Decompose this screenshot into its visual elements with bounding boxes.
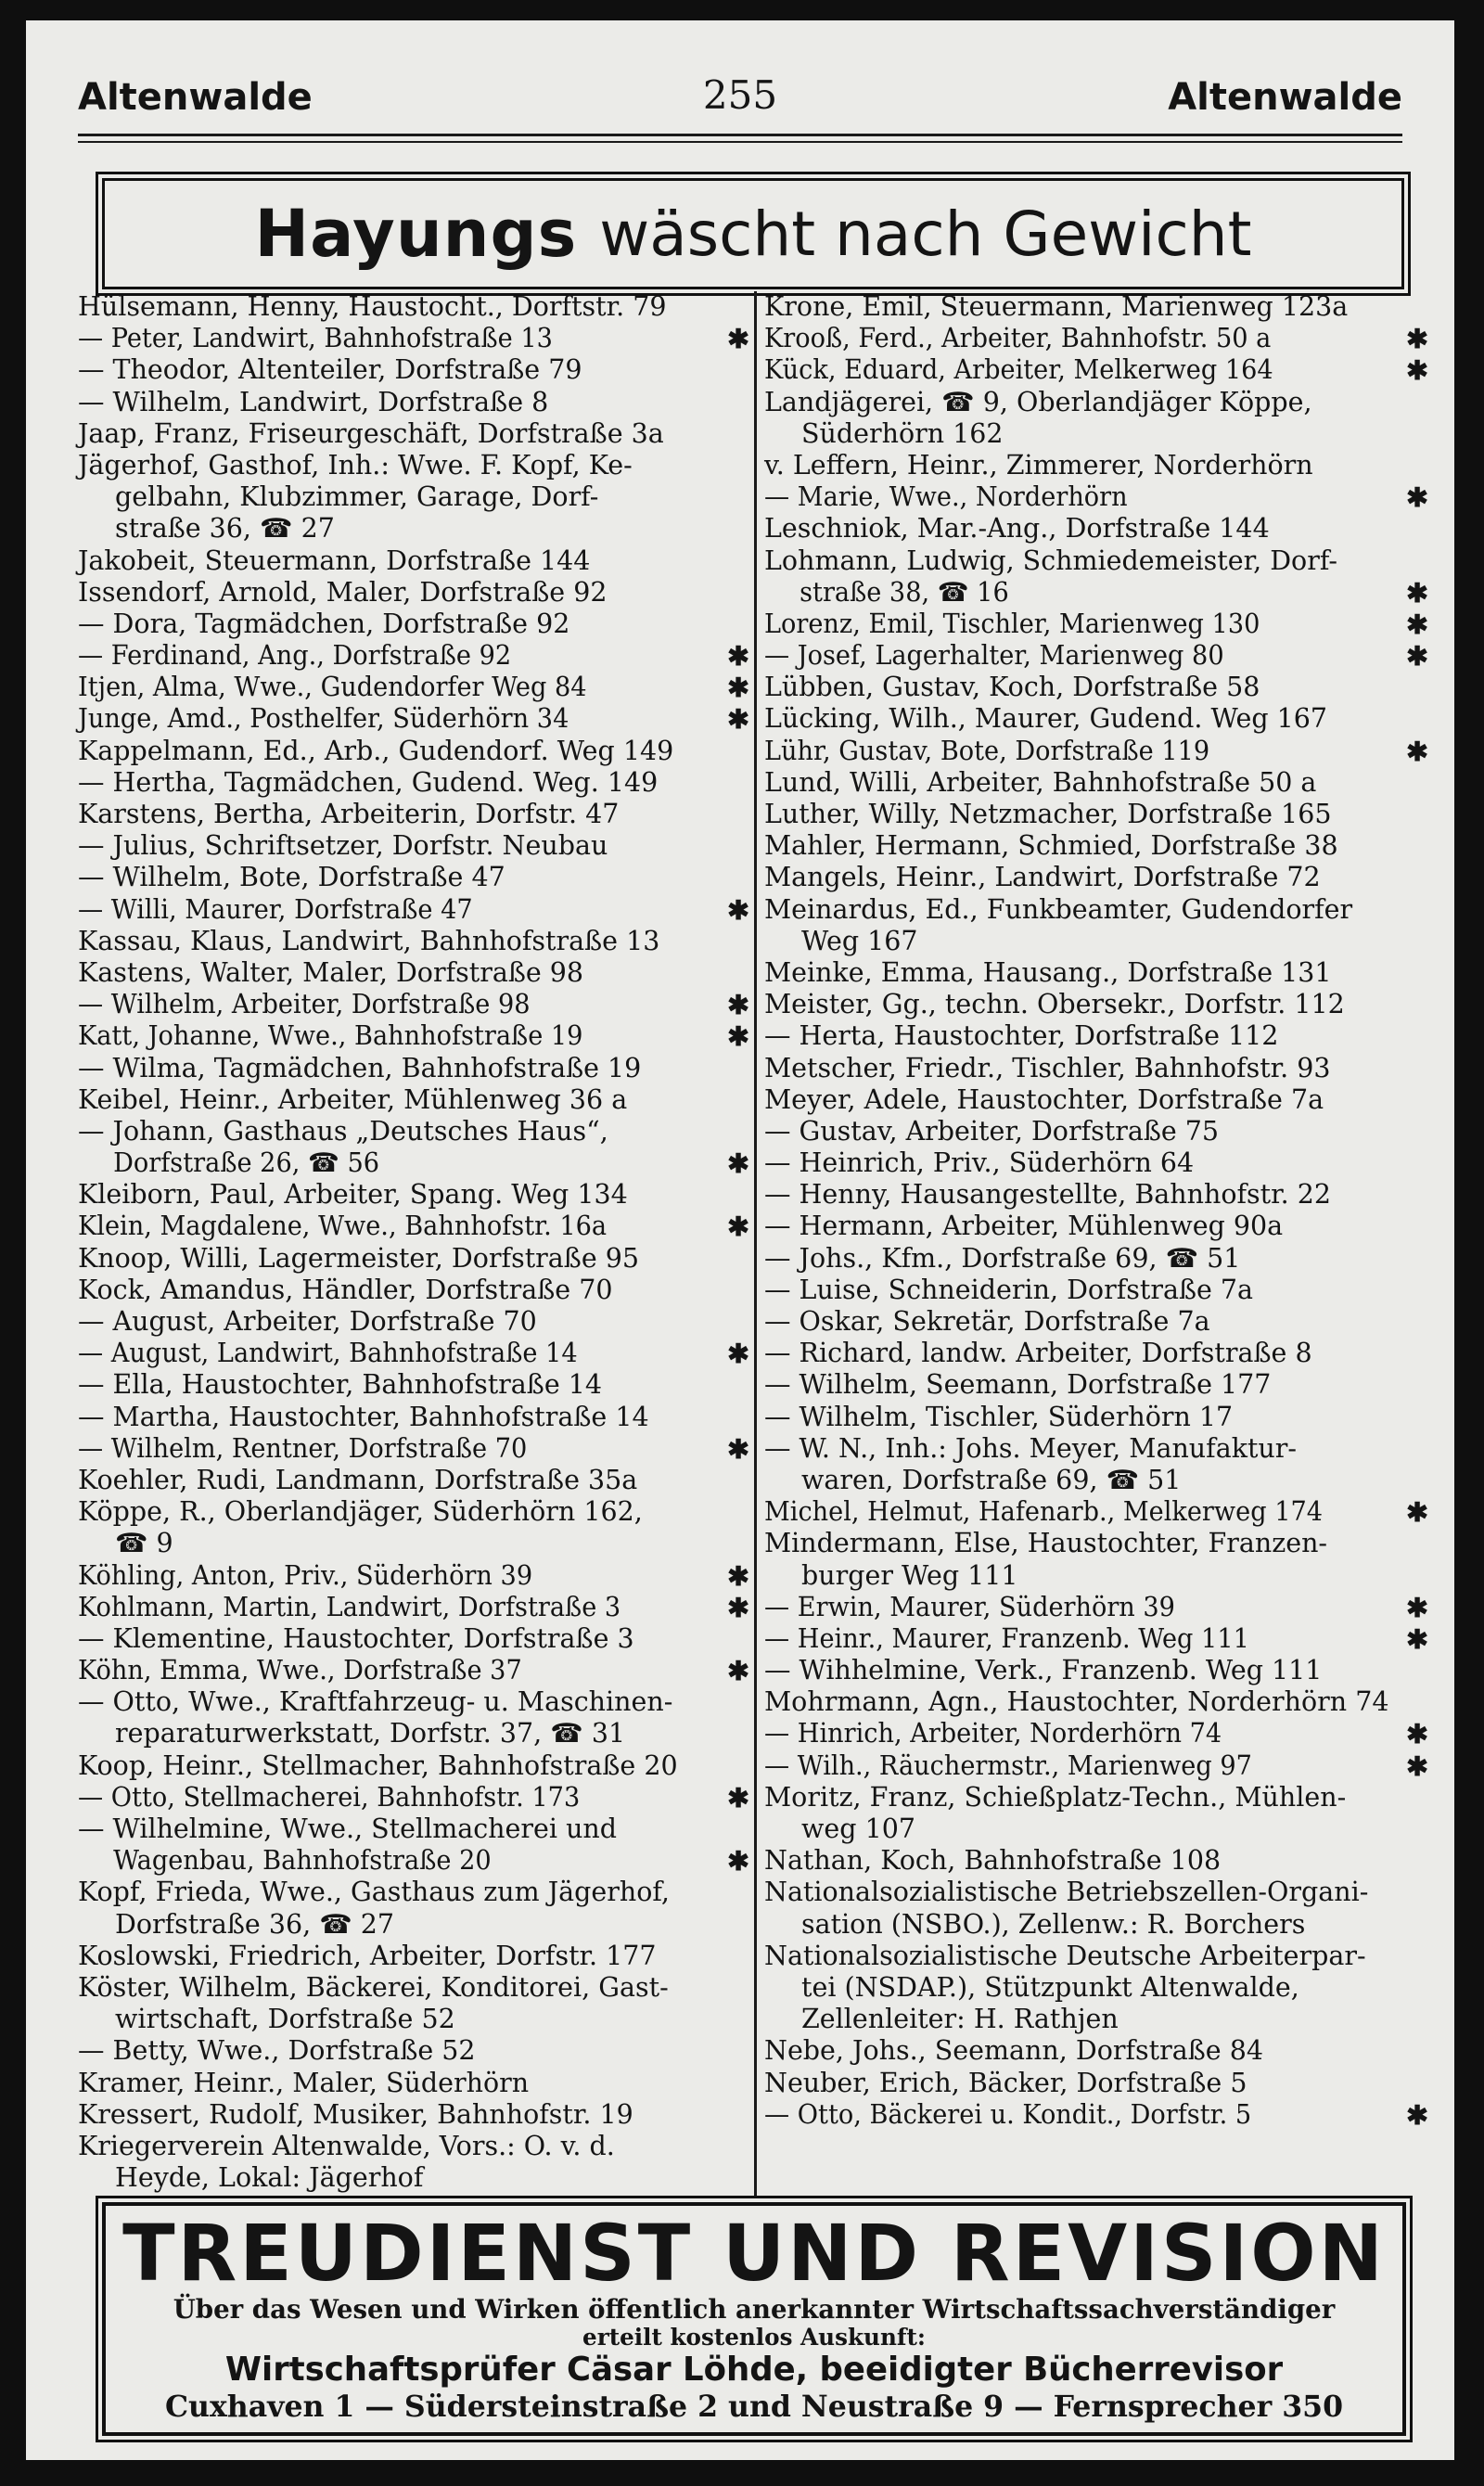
directory-entry — [764, 354, 1428, 386]
entry-text: — Josef, Lagerhalter, Marienweg 80 — [764, 640, 1224, 672]
entry-text: — Gustav, Arbeiter, Dorfstraße 75 — [764, 1115, 1220, 1147]
entry-text: — Wilhelm, Tischler, Süderhörn 17 — [764, 1401, 1234, 1432]
ad-brand: Hayungs — [254, 196, 578, 272]
directory-entry — [764, 609, 1428, 640]
entry-text: straße 36, ☎ 27 — [115, 513, 335, 545]
entry-text: — Julius, Schriftsetzer, Dorfstr. Neubau — [78, 830, 608, 862]
entry-continuation — [764, 1909, 1428, 1941]
star-marker-icon: ✱ — [1406, 1496, 1428, 1529]
star-marker-icon: ✱ — [727, 1147, 749, 1180]
entry-text: — Johs., Kfm., Dorfstraße 69, ☎ 51 — [764, 1242, 1241, 1274]
star-marker-icon: ✱ — [1406, 323, 1428, 355]
directory-entry — [764, 1211, 1428, 1242]
directory-entry — [78, 1560, 749, 1592]
directory-entry — [764, 1338, 1428, 1369]
ad-line-2: erteilt kostenlos Auskunft: — [582, 2324, 926, 2351]
star-marker-icon: ✱ — [1406, 1749, 1428, 1782]
directory-entry — [78, 609, 749, 640]
directory-entry — [764, 894, 1428, 926]
entry-text: Moritz, Franz, Schießplatz-Techn., Mühlen- — [764, 1781, 1347, 1813]
entry-text: Leschniok, Mar.-Ang., Dorfstraße 144 — [764, 513, 1270, 545]
entry-text: burger Weg 111 — [801, 1559, 1018, 1591]
entry-text: Köhn, Emma, Wwe., Dorfstraße 37 — [78, 1655, 522, 1686]
directory-entry — [764, 1116, 1428, 1147]
header-place-left: Altenwalde — [78, 76, 313, 119]
directory-entry — [78, 387, 749, 418]
entry-text: Dorfstraße 36, ☎ 27 — [115, 1908, 395, 1940]
entry-text: Dorfstraße 26, ☎ 56 — [113, 1147, 380, 1179]
directory-entry — [764, 545, 1428, 577]
directory-entry — [78, 323, 749, 354]
entry-continuation — [764, 1972, 1428, 2004]
directory-entry — [78, 830, 749, 862]
directory-entry — [78, 1592, 749, 1623]
entry-text: — Hertha, Tagmädchen, Gudend. Weg. 149 — [78, 766, 659, 798]
directory-page — [26, 20, 1454, 2460]
directory-entry — [764, 703, 1428, 735]
entry-text: wirtschaft, Dorfstraße 52 — [115, 2004, 455, 2035]
entry-text: Kramer, Heinr., Maler, Süderhörn — [78, 2067, 530, 2098]
entry-text: Koslowski, Friedrich, Arbeiter, Dorfstr. 177 — [78, 1940, 657, 1971]
entry-continuation — [764, 418, 1428, 450]
directory-entry — [78, 545, 749, 577]
directory-entry — [78, 1941, 749, 1972]
star-marker-icon: ✱ — [727, 672, 749, 704]
directory-entry — [78, 2068, 749, 2099]
directory-entry — [78, 862, 749, 893]
directory-entry — [78, 354, 749, 386]
entry-text: Krooß, Ferd., Arbeiter, Bahnhofstr. 50 a — [764, 323, 1272, 354]
entry-text: — Wilhelm, Landwirt, Dorfstraße 8 — [78, 386, 549, 417]
directory-entry — [78, 1402, 749, 1433]
entry-text: — Martha, Haustochter, Bahnhofstraße 14 — [78, 1401, 649, 1432]
directory-entry — [78, 1972, 749, 2004]
page-header — [78, 72, 1402, 128]
entry-text: Lund, Willi, Arbeiter, Bahnhofstraße 50 a — [764, 766, 1317, 798]
entry-text: Köster, Wilhelm, Bäckerei, Konditorei, Gast- — [78, 1971, 669, 2003]
directory-entry — [78, 1686, 749, 1718]
entry-text: Kück, Eduard, Arbeiter, Melkerweg 164 — [764, 354, 1273, 386]
entry-text: Meinardus, Ed., Funkbeamter, Gudendorfer — [764, 893, 1353, 925]
directory-entry — [78, 418, 749, 450]
directory-entry — [764, 799, 1428, 830]
entry-text: Michel, Helmut, Hafenarb., Melkerweg 174 — [764, 1496, 1324, 1528]
entry-continuation — [78, 1718, 749, 1749]
entry-text: weg 107 — [801, 1813, 915, 1844]
entry-text: Köhling, Anton, Priv., Süderhörn 39 — [78, 1559, 533, 1591]
entry-text: — Wihhelmine, Verk., Franzenb. Weg 111 — [764, 1655, 1323, 1686]
directory-entry — [78, 1243, 749, 1275]
directory-entry — [764, 957, 1428, 989]
entry-text: — Henny, Hausangestellte, Bahnhofstr. 22 — [764, 1179, 1331, 1211]
entry-text: Köppe, R., Oberlandjäger, Süderhörn 162, — [78, 1496, 643, 1528]
entry-text: — Erwin, Maurer, Süderhörn 39 — [764, 1591, 1175, 1622]
directory-entry — [78, 1338, 749, 1369]
entry-text: — August, Arbeiter, Dorfstraße 70 — [78, 1306, 537, 1337]
directory-entry — [764, 1528, 1428, 1559]
entry-text: Kastens, Walter, Maler, Dorfstraße 98 — [78, 956, 584, 988]
directory-entry — [78, 703, 749, 735]
entry-text: — Richard, landw. Arbeiter, Dorfstraße 8 — [764, 1338, 1312, 1369]
directory-entry — [78, 291, 749, 323]
star-marker-icon: ✱ — [727, 1020, 749, 1053]
header-rule — [78, 134, 1402, 136]
star-marker-icon: ✱ — [727, 703, 749, 736]
directory-entry — [764, 1686, 1428, 1718]
entry-text: sation (NSBO.), Zellenw.: R. Borchers — [801, 1908, 1306, 1940]
entry-text: Kohlmann, Martin, Landwirt, Dorfstraße 3 — [78, 1591, 621, 1622]
entry-text: — Oskar, Sekretär, Dorfstraße 7a — [764, 1306, 1210, 1337]
entry-text: Nebe, Johs., Seemann, Dorfstraße 84 — [764, 2035, 1263, 2067]
directory-entry — [764, 1275, 1428, 1306]
star-marker-icon: ✱ — [727, 1432, 749, 1465]
directory-entry — [764, 1243, 1428, 1275]
entry-text: straße 38, ☎ 16 — [800, 576, 1009, 608]
entry-text: — Heinrich, Priv., Süderhörn 64 — [764, 1147, 1195, 1179]
directory-entry — [78, 989, 749, 1020]
entry-text: — Wilhelmine, Wwe., Stellmacherei und — [78, 1813, 618, 1844]
entry-text: Jakobeit, Steuermann, Dorfstraße 144 — [78, 545, 591, 576]
directory-entry — [78, 1877, 749, 1908]
directory-entry — [78, 1211, 749, 1242]
entry-text: Jägerhof, Gasthof, Inh.: Wwe. F. Kopf, Ke- — [78, 449, 633, 481]
entry-text: Kressert, Rudolf, Musiker, Bahnhofstr. 19 — [78, 2098, 633, 2130]
directory-entry — [764, 1179, 1428, 1211]
entry-text: Neuber, Erich, Bäcker, Dorfstraße 5 — [764, 2067, 1247, 2098]
entry-text: Kriegerverein Altenwalde, Vors.: O. v. d. — [78, 2130, 615, 2161]
directory-entry — [78, 1813, 749, 1845]
entry-text: waren, Dorfstraße 69, ☎ 51 — [801, 1464, 1182, 1495]
entry-text: — Otto, Stellmacherei, Bahnhofstr. 173 — [78, 1781, 581, 1813]
star-marker-icon: ✱ — [727, 323, 749, 355]
directory-entry — [78, 1750, 749, 1782]
entry-text: Krone, Emil, Steuermann, Marienweg 123a — [764, 291, 1349, 322]
star-marker-icon: ✱ — [727, 1845, 749, 1877]
directory-entry — [764, 2068, 1428, 2099]
entry-text: — Wilhelm, Seemann, Dorfstraße 177 — [764, 1369, 1272, 1401]
directory-entry — [78, 926, 749, 957]
ad-slogan: wäscht nach Gewicht — [599, 198, 1252, 270]
column-divider — [754, 291, 757, 2197]
directory-entry — [78, 1782, 749, 1813]
directory-entry — [78, 894, 749, 926]
entry-continuation — [764, 1560, 1428, 1592]
star-marker-icon: ✱ — [1406, 354, 1428, 387]
directory-entry — [78, 1465, 749, 1496]
entry-text: — Heinr., Maurer, Franzenb. Weg 111 — [764, 1622, 1249, 1654]
directory-entry — [764, 736, 1428, 767]
star-marker-icon: ✱ — [1406, 1718, 1428, 1750]
entry-continuation — [78, 1909, 749, 1941]
right-column — [764, 291, 1428, 2131]
star-marker-icon: ✱ — [727, 1559, 749, 1592]
entry-text: Knoop, Willi, Lagermeister, Dorfstraße 95 — [78, 1242, 640, 1274]
directory-entry — [78, 1053, 749, 1084]
entry-text: — August, Landwirt, Bahnhofstraße 14 — [78, 1338, 578, 1369]
entry-continuation — [78, 2162, 749, 2194]
entry-text: Meister, Gg., techn. Obersekr., Dorfstr. 112 — [764, 989, 1345, 1020]
directory-entry — [78, 2131, 749, 2162]
directory-entry — [764, 1845, 1428, 1877]
directory-entry — [764, 862, 1428, 893]
star-marker-icon: ✱ — [727, 640, 749, 673]
directory-entry — [78, 1496, 749, 1528]
entry-text: Mindermann, Else, Haustochter, Franzen- — [764, 1528, 1328, 1559]
entry-text: — Betty, Wwe., Dorfstraße 52 — [78, 2035, 476, 2067]
directory-entry — [764, 1306, 1428, 1338]
star-marker-icon: ✱ — [1406, 481, 1428, 514]
directory-entry — [78, 957, 749, 989]
directory-entry — [764, 387, 1428, 418]
entry-text: Jaap, Franz, Friseurgeschäft, Dorfstraße 3a — [78, 417, 664, 449]
entry-text: reparaturwerkstatt, Dorfstr. 37, ☎ 31 — [115, 1718, 626, 1749]
entry-text: Meinke, Emma, Hausang., Dorfstraße 131 — [764, 956, 1332, 988]
entry-text: — Wilhelm, Arbeiter, Dorfstraße 98 — [78, 989, 531, 1020]
directory-entry — [764, 830, 1428, 862]
directory-entry — [764, 1053, 1428, 1084]
entry-text: — Wilhelm, Bote, Dorfstraße 47 — [78, 862, 505, 893]
entry-text: — Ella, Haustochter, Bahnhofstraße 14 — [78, 1369, 603, 1401]
star-marker-icon: ✱ — [727, 1655, 749, 1687]
entry-text: — Otto, Wwe., Kraftfahrzeug- u. Maschinen- — [78, 1686, 673, 1718]
entry-text: Kock, Amandus, Händler, Dorfstraße 70 — [78, 1274, 613, 1305]
directory-entry — [764, 1433, 1428, 1465]
directory-entry — [764, 1084, 1428, 1116]
header-place-right: Altenwalde — [1168, 76, 1402, 119]
entry-text: Luther, Willy, Netzmacher, Dorfstraße 165 — [764, 799, 1332, 829]
entry-text: — Hermann, Arbeiter, Mühlenweg 90a — [764, 1211, 1284, 1242]
directory-entry — [764, 1655, 1428, 1686]
directory-entry — [78, 450, 749, 481]
directory-entry — [764, 1941, 1428, 1972]
entry-text: — Wilh., Räuchermstr., Marienweg 97 — [764, 1749, 1252, 1781]
directory-entry — [764, 450, 1428, 481]
directory-entry — [764, 323, 1428, 354]
entry-continuation — [764, 1465, 1428, 1496]
entry-text: Klein, Magdalene, Wwe., Bahnhofstr. 16a — [78, 1211, 608, 1242]
entry-continuation — [764, 577, 1428, 609]
entry-text: Kopf, Frieda, Wwe., Gasthaus zum Jägerhof, — [78, 1877, 670, 1908]
directory-entry — [78, 1433, 749, 1465]
directory-entry — [764, 513, 1428, 545]
entry-continuation — [764, 2004, 1428, 2035]
entry-text: Wagenbau, Bahnhofstraße 20 — [113, 1845, 492, 1877]
entry-text: — Hinrich, Arbeiter, Norderhörn 74 — [764, 1718, 1222, 1749]
directory-entry — [78, 1369, 749, 1401]
entry-text: — Herta, Haustochter, Dorfstraße 112 — [764, 1020, 1279, 1052]
entry-text: — Wilma, Tagmädchen, Bahnhofstraße 19 — [78, 1052, 642, 1083]
star-marker-icon: ✱ — [1406, 1622, 1428, 1655]
entry-continuation — [78, 513, 749, 545]
directory-entry — [78, 1020, 749, 1052]
star-marker-icon: ✱ — [1406, 608, 1428, 640]
directory-entry — [764, 640, 1428, 672]
entry-text: Lühr, Gustav, Bote, Dorfstraße 119 — [764, 735, 1210, 766]
entry-text: Lücking, Wilh., Maurer, Gudend. Weg 167 — [764, 703, 1328, 735]
entry-text: Weg 167 — [801, 925, 918, 956]
entry-text: — W. N., Inh.: Johs. Meyer, Manufaktur- — [764, 1432, 1298, 1464]
directory-entry — [78, 640, 749, 672]
entry-text: Nationalsozialistische Betriebszellen-Organi- — [764, 1877, 1369, 1908]
entry-text: tei (NSDAP.), Stützpunkt Altenwalde, — [801, 1971, 1299, 2003]
entry-text: Mohrmann, Agn., Haustochter, Norderhörn 74 — [764, 1686, 1389, 1718]
entry-text: Itjen, Alma, Wwe., Gudendorfer Weg 84 — [78, 672, 587, 703]
directory-entry — [78, 1084, 749, 1116]
directory-entry — [78, 1179, 749, 1211]
star-marker-icon: ✱ — [727, 1591, 749, 1623]
entry-continuation — [764, 1813, 1428, 1845]
page-number: 255 — [702, 72, 778, 118]
entry-text: — Peter, Landwirt, Bahnhofstraße 13 — [78, 323, 553, 354]
entry-text: Nathan, Koch, Bahnhofstraße 108 — [764, 1845, 1222, 1877]
entry-text: Zellenleiter: H. Rathjen — [801, 2004, 1119, 2035]
directory-entry — [764, 1623, 1428, 1655]
directory-entry — [78, 672, 749, 703]
directory-entry — [78, 1655, 749, 1686]
entry-text: v. Leffern, Heinr., Zimmerer, Norderhörn — [764, 449, 1313, 481]
directory-entry — [78, 767, 749, 799]
entry-text: Heyde, Lokal: Jägerhof — [115, 2162, 424, 2194]
directory-entry — [78, 736, 749, 767]
directory-entry — [764, 1496, 1428, 1528]
entry-continuation — [78, 2004, 749, 2035]
advertisement-bottom — [102, 2202, 1406, 2436]
directory-entry — [78, 577, 749, 609]
entry-text: — Willi, Maurer, Dorfstraße 47 — [78, 893, 473, 925]
directory-entry — [764, 1750, 1428, 1782]
entry-text: Metscher, Friedr., Tischler, Bahnhofstr. 93 — [764, 1052, 1331, 1083]
directory-entry — [764, 2035, 1428, 2067]
entry-text: Süderhörn 162 — [801, 417, 1004, 449]
star-marker-icon: ✱ — [727, 1338, 749, 1370]
entry-text: Nationalsozialistische Deutsche Arbeiterpar- — [764, 1940, 1366, 1971]
entry-text: — Wilhelm, Rentner, Dorfstraße 70 — [78, 1432, 528, 1464]
ad-line-3: Wirtschaftsprüfer Cäsar Löhde, beeidigter Bücherrevisor — [224, 2351, 1284, 2389]
directory-entry — [764, 767, 1428, 799]
directory-entry — [764, 1369, 1428, 1401]
entry-text: Kassau, Klaus, Landwirt, Bahnhofstraße 13 — [78, 925, 660, 956]
entry-text: Junge, Amd., Posthelfer, Süderhörn 34 — [78, 703, 569, 735]
star-marker-icon: ✱ — [1406, 640, 1428, 673]
directory-entry — [78, 1623, 749, 1655]
entry-text: Lorenz, Emil, Tischler, Marienweg 130 — [764, 608, 1260, 639]
entry-text: Karstens, Bertha, Arbeiterin, Dorfstr. 47 — [78, 799, 620, 829]
entry-continuation — [764, 926, 1428, 957]
entry-text: Koop, Heinr., Stellmacher, Bahnhofstraße 20 — [78, 1749, 678, 1781]
entry-text: — Otto, Bäckerei u. Kondit., Dorfstr. 5 — [764, 2098, 1252, 2130]
entry-text: Mahler, Hermann, Schmied, Dorfstraße 38 — [764, 830, 1338, 862]
entry-text: gelbahn, Klubzimmer, Garage, Dorf- — [115, 481, 599, 513]
advertisement-top — [102, 178, 1404, 289]
entry-text: — Klementine, Haustochter, Dorfstraße 3 — [78, 1622, 634, 1654]
directory-entry — [764, 2099, 1428, 2131]
star-marker-icon: ✱ — [727, 893, 749, 926]
ad-title: TREUDIENST UND REVISION — [122, 2208, 1386, 2299]
directory-entry — [764, 989, 1428, 1020]
entry-continuation — [78, 1147, 749, 1179]
star-marker-icon: ✱ — [727, 1781, 749, 1813]
directory-entry — [78, 1306, 749, 1338]
directory-entry — [764, 1877, 1428, 1908]
ad-line-1: Über das Wesen und Wirken öffentlich anerkannter Wirtschaftssachverständiger — [173, 2294, 1336, 2325]
star-marker-icon: ✱ — [1406, 2098, 1428, 2131]
entry-text: ☎ 9 — [115, 1528, 173, 1559]
ad-line-4: Cuxhaven 1 — Südersteinstraße 2 und Neustraße 9 — Fernsprecher 350 — [164, 2389, 1344, 2424]
directory-entry — [764, 291, 1428, 323]
directory-entry — [764, 1402, 1428, 1433]
entry-continuation — [78, 481, 749, 513]
directory-entry — [764, 1147, 1428, 1179]
entry-text: Landjägerei, ☎ 9, Oberlandjäger Köppe, — [764, 386, 1312, 417]
star-marker-icon: ✱ — [1406, 576, 1428, 609]
entry-continuation — [78, 1528, 749, 1559]
entry-text: Koehler, Rudi, Landmann, Dorfstraße 35a — [78, 1464, 638, 1495]
star-marker-icon: ✱ — [727, 989, 749, 1021]
entry-text: — Luise, Schneiderin, Dorfstraße 7a — [764, 1274, 1254, 1305]
entry-text: Keibel, Heinr., Arbeiter, Mühlenweg 36 a — [78, 1083, 628, 1115]
entry-continuation — [78, 1845, 749, 1877]
entry-text: — Ferdinand, Ang., Dorfstraße 92 — [78, 640, 512, 672]
entry-text: Hülsemann, Henny, Haustocht., Dorftstr. 79 — [78, 291, 667, 322]
entry-text: Lohmann, Ludwig, Schmiedemeister, Dorf- — [764, 545, 1337, 576]
entry-text: Issendorf, Arnold, Maler, Dorfstraße 92 — [78, 576, 608, 608]
entry-text: Kleiborn, Paul, Arbeiter, Spang. Weg 134 — [78, 1179, 628, 1211]
directory-entry — [78, 2035, 749, 2067]
directory-entry — [78, 1116, 749, 1147]
entry-text: — Theodor, Altenteiler, Dorfstraße 79 — [78, 354, 582, 386]
directory-entry — [78, 799, 749, 830]
directory-entry — [764, 481, 1428, 513]
header-rule-secondary — [78, 141, 1402, 143]
star-marker-icon: ✱ — [727, 1211, 749, 1243]
star-marker-icon: ✱ — [1406, 735, 1428, 767]
left-column — [78, 291, 749, 2194]
directory-entry — [764, 672, 1428, 703]
entry-text: Meyer, Adele, Haustochter, Dorfstraße 7a — [764, 1083, 1324, 1115]
directory-entry — [78, 1275, 749, 1306]
directory-entry — [764, 1592, 1428, 1623]
entry-text: Katt, Johanne, Wwe., Bahnhofstraße 19 — [78, 1020, 583, 1052]
entry-text: Kappelmann, Ed., Arb., Gudendorf. Weg 149 — [78, 735, 674, 766]
directory-entry — [764, 1020, 1428, 1052]
entry-text: — Johann, Gasthaus „Deutsches Haus“, — [78, 1115, 608, 1147]
entry-text: — Dora, Tagmädchen, Dorfstraße 92 — [78, 608, 570, 639]
directory-entry — [764, 1782, 1428, 1813]
entry-text: Mangels, Heinr., Landwirt, Dorfstraße 72 — [764, 862, 1321, 893]
entry-text: — Marie, Wwe., Norderhörn — [764, 481, 1128, 513]
directory-entry — [78, 2099, 749, 2131]
directory-entry — [764, 1718, 1428, 1749]
star-marker-icon: ✱ — [1406, 1591, 1428, 1623]
entry-text: Lübben, Gustav, Koch, Dorfstraße 58 — [764, 672, 1260, 703]
